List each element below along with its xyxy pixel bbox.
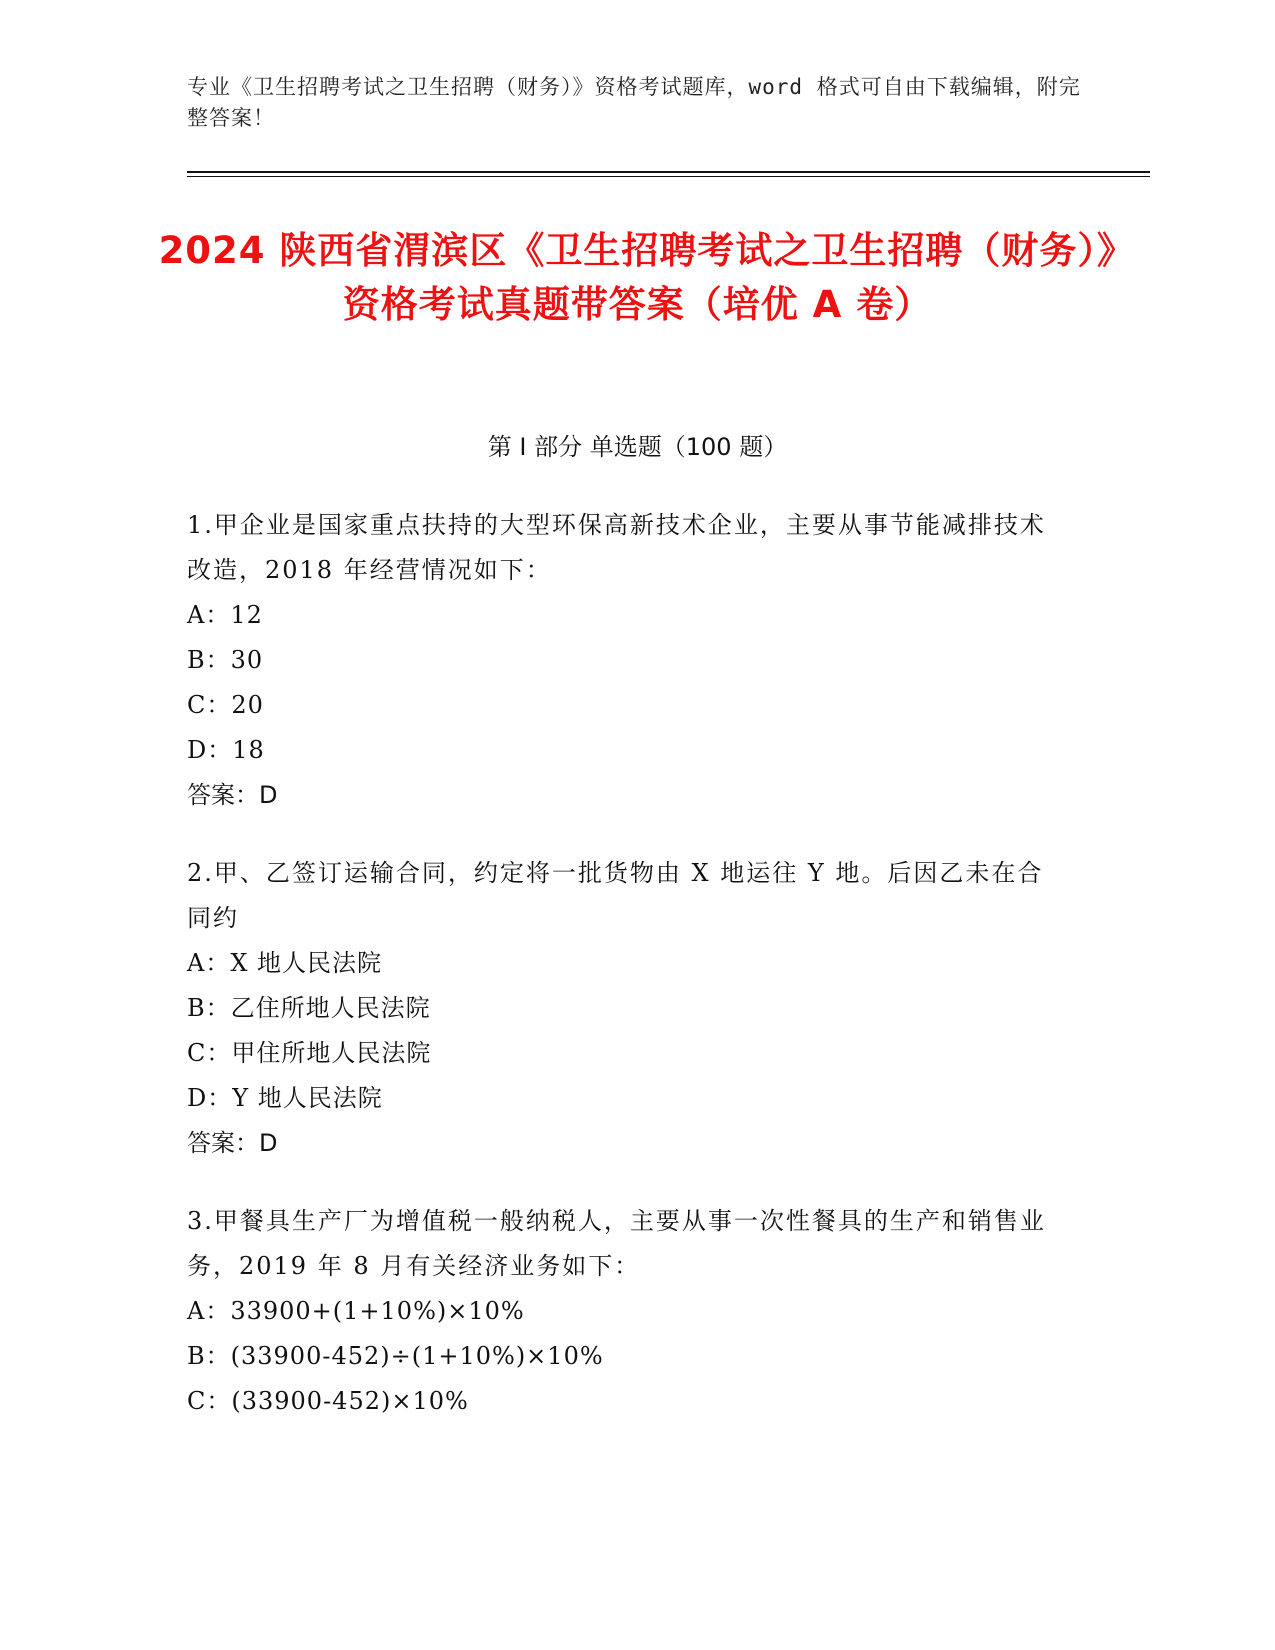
option-b: B：30 — [187, 646, 264, 674]
header-note: 专业《卫生招聘考试之卫生招聘（财务）》资格考试题库，word 格式可自由下载编辑，附完整答案！ — [187, 75, 1081, 130]
option-b: B：乙住所地人民法院 — [187, 994, 431, 1022]
answer-text: 答案：D — [187, 781, 278, 809]
header-divider-thin — [187, 176, 1150, 177]
option-d: D：Y 地人民法院 — [187, 1084, 383, 1112]
option-d: D：18 — [187, 736, 265, 764]
question-3 — [187, 1199, 1067, 1424]
option-c: C：(33900-452)×10% — [187, 1387, 469, 1415]
option-c: C：20 — [187, 691, 264, 719]
option-a: A：33900+(1+10%)×10% — [187, 1297, 525, 1325]
document-title: 2024 陕西省渭滨区《卫生招聘考试之卫生招聘（财务）》资格考试真题带答案（培优 A 卷） — [158, 229, 1117, 326]
question-stem: 3.甲餐具生产厂为增值税一般纳税人，主要从事一次性餐具的生产和销售业务，2019 年 8 月有关经济业务如下： — [187, 1207, 1046, 1280]
option-a: A：12 — [187, 601, 263, 629]
option-a: A：X 地人民法院 — [187, 949, 383, 977]
answer-text: 答案：D — [187, 1129, 278, 1157]
section-title: 第 I 部分 单选题（100 题） — [487, 433, 788, 461]
question-2 — [187, 851, 1067, 1166]
option-c: C：甲住所地人民法院 — [187, 1039, 432, 1067]
header-divider — [187, 171, 1150, 173]
question-1 — [187, 503, 1067, 818]
question-stem: 1.甲企业是国家重点扶持的大型环保高新技术企业，主要从事节能减排技术改造，2018 年经营情况如下： — [187, 511, 1046, 584]
question-stem: 2.甲、乙签订运输合同，约定将一批货物由 X 地运往 Y 地。后因乙未在合同约 — [187, 859, 1044, 932]
option-b: B：(33900-452)÷(1+10%)×10% — [187, 1342, 604, 1370]
